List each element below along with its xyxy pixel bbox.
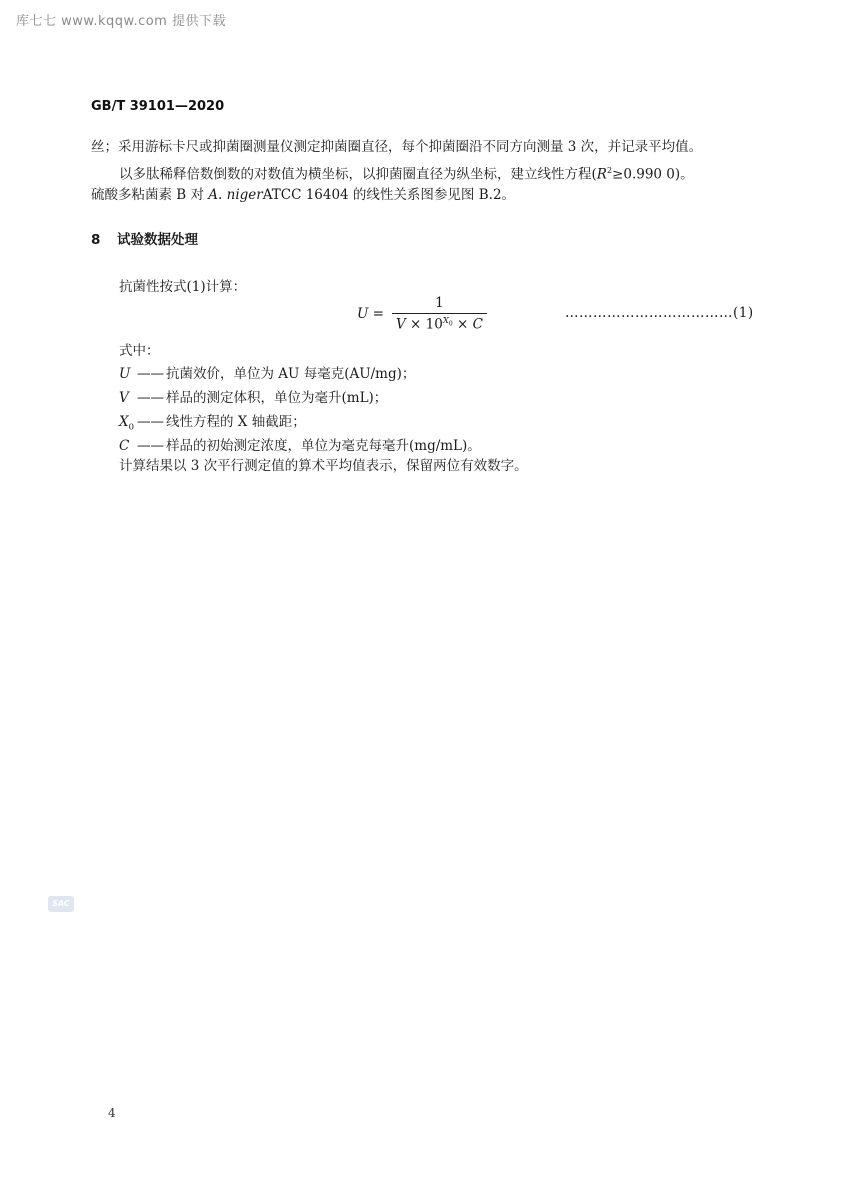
definition-u: U —— 抗菌效价，单位为 AU 每毫克(AU/mg)； [119, 366, 416, 382]
paragraph-measurement: 丝；采用游标卡尺或抑菌圈测量仪测定抑菌圈直径，每个抑菌圈沿不同方向测量 3 次，并记录平均值。 [91, 139, 703, 155]
result-statement: 计算结果以 3 次平行测定值的算术平均值表示，保留两位有效数字。 [119, 458, 528, 474]
formula-fraction [392, 295, 487, 333]
formula-lhs: U = [357, 305, 384, 322]
definition-c: C —— 样品的初始测定浓度，单位为毫克每毫升(mg/mL)。 [119, 438, 481, 454]
section-title: 试验数据处理 [117, 232, 198, 248]
definition-v: V —— 样品的测定体积，单位为毫升(mL)； [119, 390, 388, 406]
standard-code-header: GB/T 39101—2020 [91, 99, 225, 114]
formula-block [357, 295, 487, 333]
section-number: 8 [91, 232, 101, 248]
sac-logo-icon: SAC [48, 896, 74, 912]
equation-number: ………………………………(1) [565, 305, 754, 321]
paragraph-linear-equation: 以多肽稀释倍数倒数的对数值为横坐标，以抑菌圈直径为纵坐标，建立线性方程($R^2\ge 0.990$ 0)。 [119, 166, 694, 183]
formula-intro: 抗菌性按式(1)计算： [119, 279, 247, 295]
formula-denominator: $V \times 10^{X_0} \times C$ [392, 313, 487, 333]
section-heading [91, 228, 198, 248]
paragraph-figure-reference: 硫酸多粘菌素 B 对 A. nigerATCC 16404 的线性关系图参见图 B.2。 [91, 187, 516, 203]
page-number: 4 [108, 1106, 116, 1120]
where-label: 式中： [119, 343, 160, 359]
watermark-text: 库七七 www.kqqw.com 提供下载 [16, 14, 226, 29]
definition-x0: $X_0$ —— 线性方程的 X 轴截距； [119, 414, 306, 433]
formula-numerator: 1 [435, 295, 444, 311]
